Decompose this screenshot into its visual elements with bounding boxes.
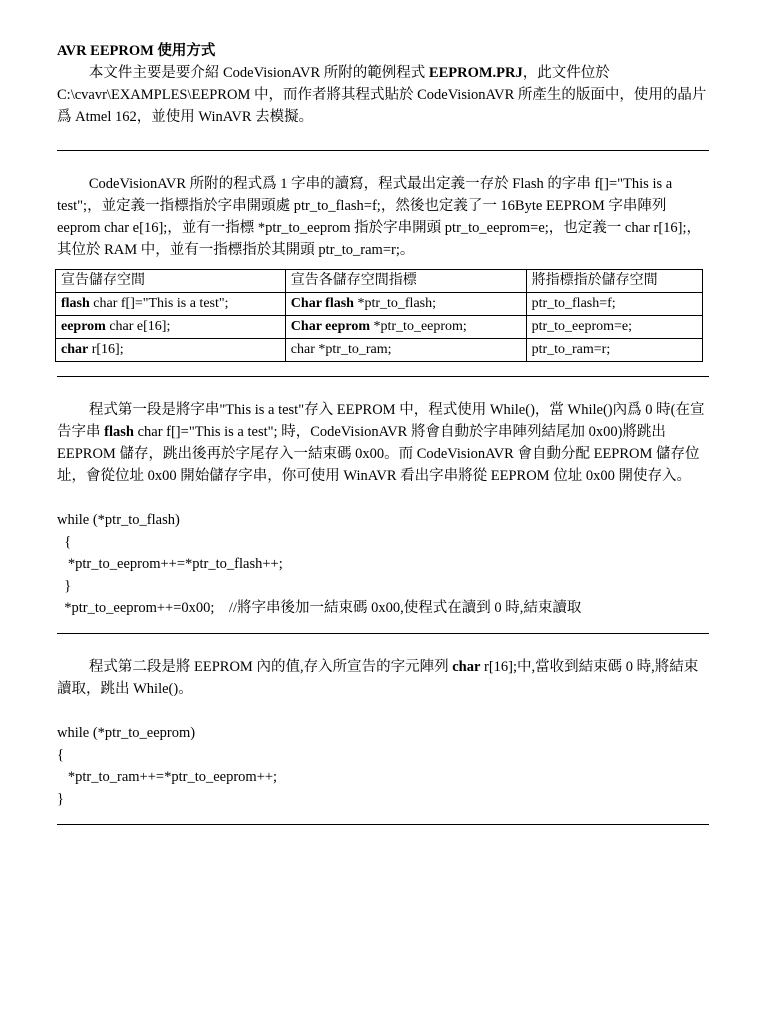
table-cell: flash char f[]="This is a test"; xyxy=(56,293,286,316)
table-header-row xyxy=(56,270,703,293)
table-cell: Char flash *ptr_to_flash; xyxy=(285,293,526,316)
code-line: { xyxy=(57,534,72,550)
intro-text-2: ，此文件位於 C:\cvavr\EXAMPLES\EEPROM 中，而作者將其程式貼於 CodeVisionAVR 所產生的版面中，使用的晶片爲 Atmel 162，並使用 WinAVR 去模擬。 xyxy=(57,65,707,125)
code-block-2 xyxy=(57,722,709,810)
code-line: } xyxy=(57,791,64,807)
divider-4 xyxy=(57,824,709,825)
intro-text-1: 本文件主要是要介紹 CodeVisionAVR 所附的範例程式 xyxy=(88,65,429,81)
code-line: } xyxy=(57,578,72,594)
table-cell: ptr_to_flash=f; xyxy=(526,293,702,316)
code-line: while (*ptr_to_eeprom) xyxy=(57,725,196,741)
code-line: while (*ptr_to_flash) xyxy=(57,512,180,528)
table-cell: Char eeprom *ptr_to_eeprom; xyxy=(285,316,526,339)
table-cell: char *ptr_to_ram; xyxy=(285,339,526,362)
table-cell: ptr_to_eeprom=e; xyxy=(526,316,702,339)
document-page xyxy=(57,40,709,825)
char-keyword: char xyxy=(452,659,481,675)
definition-paragraph: CodeVisionAVR 所附的程式爲 1 字串的讀寫，程式最出定義一存於 Flash 的字串 f[]="This is a test";，並定義一指標指於字串開頭處 ptr_to_flash=f;，然後也定義了一 16Byte EEPROM 字串陣列 eeprom char e[16];，並有一指標 *ptr_to_eeprom 指於字串開頭 ptr_to_eeprom=e;，也定義一 char r[16];，其位於 RAM 中，並有一指標指於其開頭 ptr_to_ram=r;。 xyxy=(57,176,702,258)
code-line: *ptr_to_eeprom++=*ptr_to_flash++; xyxy=(57,556,283,572)
section3-paragraph: 程式第一段是將字串"This is a test"存入 EEPROM 中，程式使用 While()，當 While()內爲 0 時(在宣告字串 flash char f[]="This is a test"; 時，CodeVisionAVR 將會自動於字串陣列結尾加 0x00)將跳出 EEPROM 儲存，跳出後再於字尾存入一結束碼 0x00。而 CodeVisionAVR 會自動分配 EEPROM 儲存位址，會從位址 0x00 開始儲存字串，你可使用 WinAVR 看出字串將從 EEPROM 位址 0x00 開使存入。 xyxy=(57,402,705,484)
document-title: AVR EEPROM 使用方式 xyxy=(57,43,216,59)
table-row xyxy=(56,339,703,362)
intro-filename: EEPROM.PRJ xyxy=(428,65,523,81)
flash-keyword: flash xyxy=(104,424,134,440)
code-line: *ptr_to_eeprom++=0x00; //將字串後加一結束碼 0x00,使程式在讀到 0 時,結束讀取 xyxy=(57,600,582,616)
table-header-cell: 宣告各儲存空間指標 xyxy=(285,270,526,293)
table-row xyxy=(56,293,703,316)
table-cell: eeprom char e[16]; xyxy=(56,316,286,339)
code-line: *ptr_to_ram++=*ptr_to_eeprom++; xyxy=(57,769,278,785)
table-cell: ptr_to_ram=r; xyxy=(526,339,702,362)
table-row xyxy=(56,316,703,339)
table-header-cell: 將指標指於儲存空間 xyxy=(526,270,702,293)
table-cell: char r[16]; xyxy=(56,339,286,362)
table-header-cell: 宣告儲存空間 xyxy=(56,270,286,293)
code-line: { xyxy=(57,747,64,763)
intro-paragraph xyxy=(57,62,709,128)
storage-table xyxy=(55,269,703,362)
section4-paragraph: 程式第二段是將 EEPROM 內的值,存入所宣告的字元陣列 char r[16];中,當收到結束碼 0 時,將結束讀取，跳出 While()。 xyxy=(57,659,699,697)
code-block-1 xyxy=(57,509,709,619)
